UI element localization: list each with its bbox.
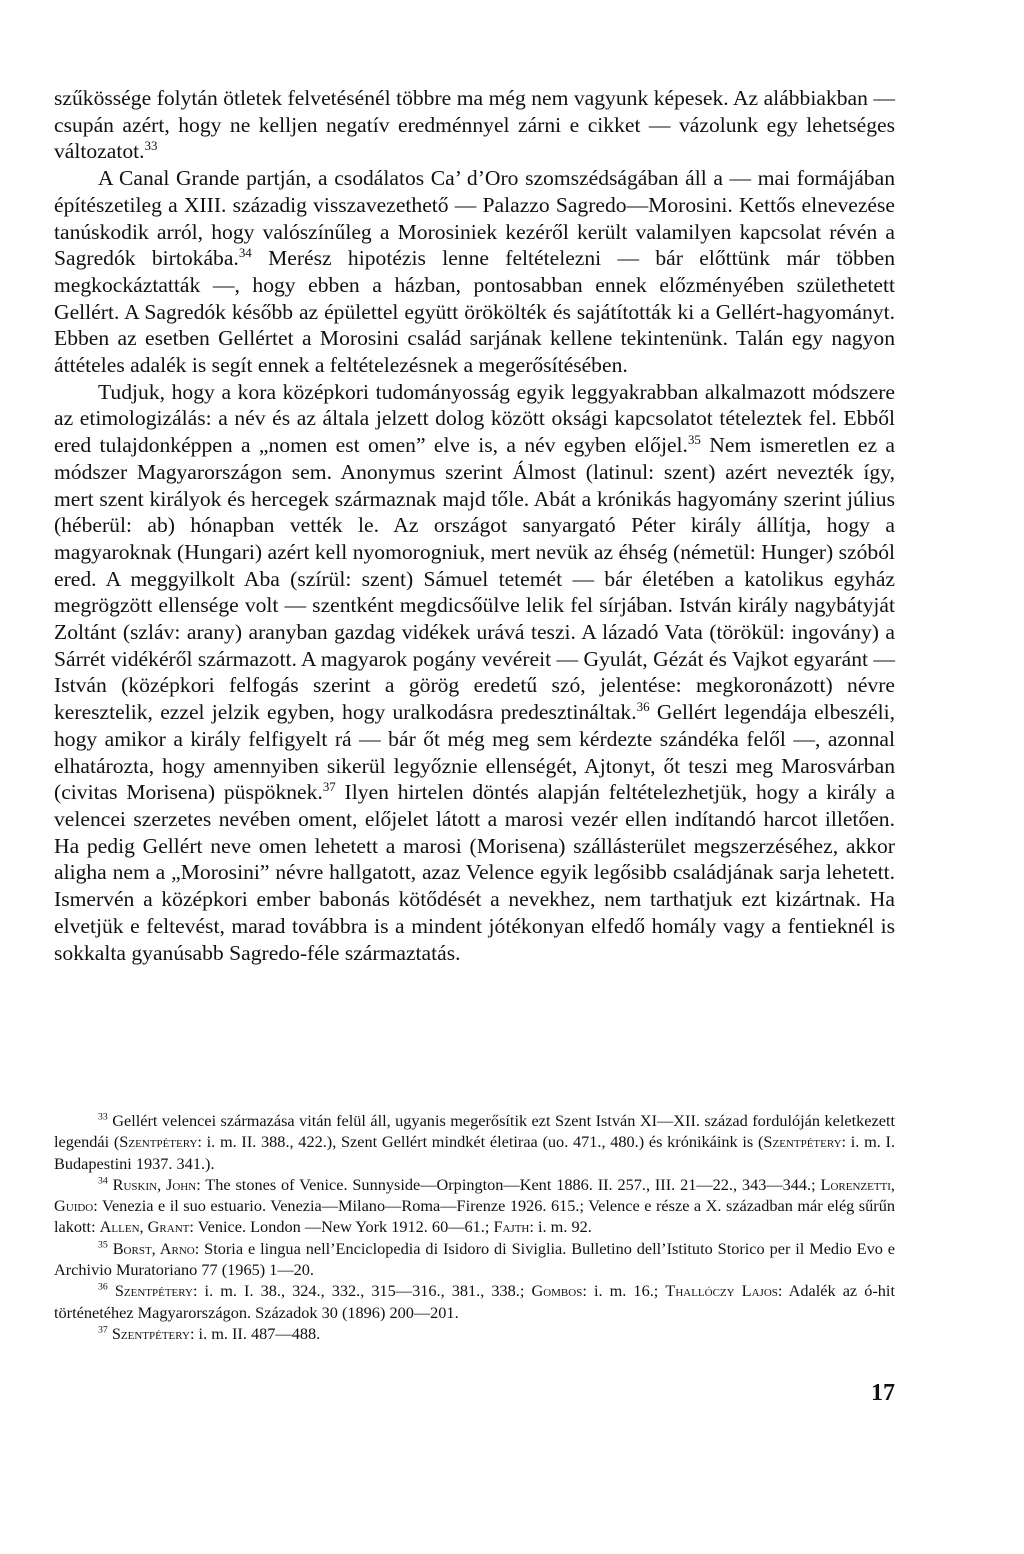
paragraph: A Canal Grande partján, a csodálatos Ca’ d’Oro szomszédságában áll a — mai formájában építészetileg a XIII. századig visszavezethető — Palazzo Sagredo—Morosini. Kettős elnevezése tanúskodik arról, hogy valószínűleg a Morosiniek kezéről került valamilyen kapcsolat révén a Sagredók birtokába.$^{34}$ Merész hipotézis lenne feltételezni — bár előttünk már többen megkockáztatták —, hogy ebben a házban, pontosabban ennek előzményében születhetett Gellért. A Sagredók később az épülettel együtt örökölték és sajátították ki a Gellért-hagyományt. Ebben az esetben Gellértet a Morosini család sarjának kellene tekintenünk. Talán egy nagyon áttételes adalék is segít ennek a feltételezésnek a megerősítésében.	[54, 166, 895, 378]
footnote: $^{37}$ Szentpétery: i. m. II. 487—488.	[98, 1323, 321, 1343]
footnotes	[54, 1110, 895, 1344]
footnote-number: 33	[98, 1111, 108, 1123]
footnote-ref: 37	[322, 779, 336, 795]
footnote-ref: 34	[238, 245, 252, 261]
footnote-ref: 35	[687, 431, 701, 447]
footnote: $^{34}$ Ruskin, John: The stones of Venice. Sunnyside—Orpington—Kent 1886. II. 257., III. 21—22., 343—344.; Lorenzetti, Guido: Venezia e il suo estuario. Venezia—Milano—Roma—Firenze 1926. 615.; Velence e része a X. században már elég sűrűn lakott: Allen, Grant: Venice. London —New York 1912. 60—61.; Fajth: i. m. 92.	[54, 1174, 895, 1237]
footnote-number: 35	[98, 1239, 108, 1251]
footnote-number: 36	[98, 1281, 108, 1293]
footnote-number: 34	[98, 1175, 108, 1187]
footnote-number: 37	[98, 1324, 108, 1336]
paragraph: Tudjuk, hogy a kora középkori tudományosság egyik leggyakrabban alkalmazott módszere az etimologizálás: a név és az általa jelzett dolog között oksági kapcsolatot tételeztek fel. Ebből ered tulajdonképpen a „nomen est omen” elve is, a név egyben előjel.$^{35}$ Nem ismeretlen ez a módszer Magyarországon sem. Anonymus szerint Álmost (latinul: szent) azért nevezték így, mert szent királyok és hercegek származnak majd tőle. Abát a krónikás hagyomány szerint július (héberül: ab) hónapban vették le. Az országot sanyargató Péter király állítja, hogy a magyaroknak (Hungari) azért kell nyomorogniuk, mert nevük az éhség (németül: Hunger) szóból ered. A meggyilkolt Aba (szírül: szent) Sámuel tetemét — bár életében a katolikus egyház megrögzött ellensége volt — szentként megdicsőülve lelik fel sírjában. István király nagybátyját Zoltánt (szláv: arany) aranyban gazdag vidékek urává teszi. A lázadó Vata (törökül: ingovány) a Sárrét vidékéről származott. A magyarok pogány vevéreit — Gyulát, Gézát és Vajkot egyaránt — István (középkori felfogás szerint a görög eredetű szó, jelentése: megkoronázott) névre keresztelik, ezzel jelzik egyben, hogy uralkodásra predesztináltak.$^{36}$ Gellért legendája elbeszéli, hogy amikor a király felfigyelt rá — bár őt még meg sem kérdezte szándéka felől —, azonnal elhatározta, hogy amennyiben sikerül legyőznie ellenségét, Ajtonyt, őt teszi meg Marosvárban (civitas Morisena) püspöknek.$^{37}$ Ilyen hirtelen döntés alapján feltételezhetjük, hogy a király a velencei szerzetes nevében oment, előjelet látott a marosi vezér ellen indítandó harcot illetően. Ha pedig Gellért neve omen lehetett a marosi (Morisena) szállásterület megszerzéséhez, akkor aligha nem a „Morosini” névre hallgatott, azaz Velence egyik legősibb családjának sarja lehetett. Ismervén a középkori ember babonás kötődését a nevekhez, nem tarthatjuk ezt kizártnak. Ha elvetjük e feltevést, marad továbbra is a mindent jótékonyan elfedő homály vagy a fentieknél is sokkalta gyanúsabb Sagredo-féle származtatás.	[54, 379, 896, 965]
paragraph: szűkössége folytán ötletek felvetésénél többre ma még nem vagyunk képesek. Az alábbiakban — csupán azért, hogy ne kelljen negatív eredménnyel zárni e cikket — vázolunk egy lehetséges változatot.$^{33}$	[54, 86, 895, 164]
page-number: 17	[871, 1380, 895, 1406]
footnote: $^{36}$ Szentpétery: i. m. I. 38., 324., 332., 315—316., 381., 338.; Gombos: i. m. 16.; Thallóczy Lajos: Adalék az ó-hit történetéhez Magyarországon. Századok 30 (1896) 200—201.	[54, 1281, 895, 1322]
footnote-ref: 36	[636, 698, 650, 714]
main-text	[54, 85, 895, 966]
footnote: $^{35}$ Borst, Arno: Storia e lingua nell’Enciclopedia di Isidoro di Siviglia. Bulletino dell’Istituto Storico per il Medio Evo e Archivio Muratoriano 77 (1965) 1—20.	[54, 1238, 896, 1280]
footnote-ref: 33	[144, 138, 158, 154]
footnote: $^{33}$ Gellért velencei származása vitán felül áll, ugyanis megerősítik ezt Szent István XI—XII. század fordulóján keletkezett legendái (Szentpétery: i. m. II. 388., 422.), Szent Gellért mindkét életiraa (uo. 471., 480.) és krónikáink is (Szentpétery: i. m. I. Budapestini 1937. 341.).	[54, 1111, 896, 1173]
